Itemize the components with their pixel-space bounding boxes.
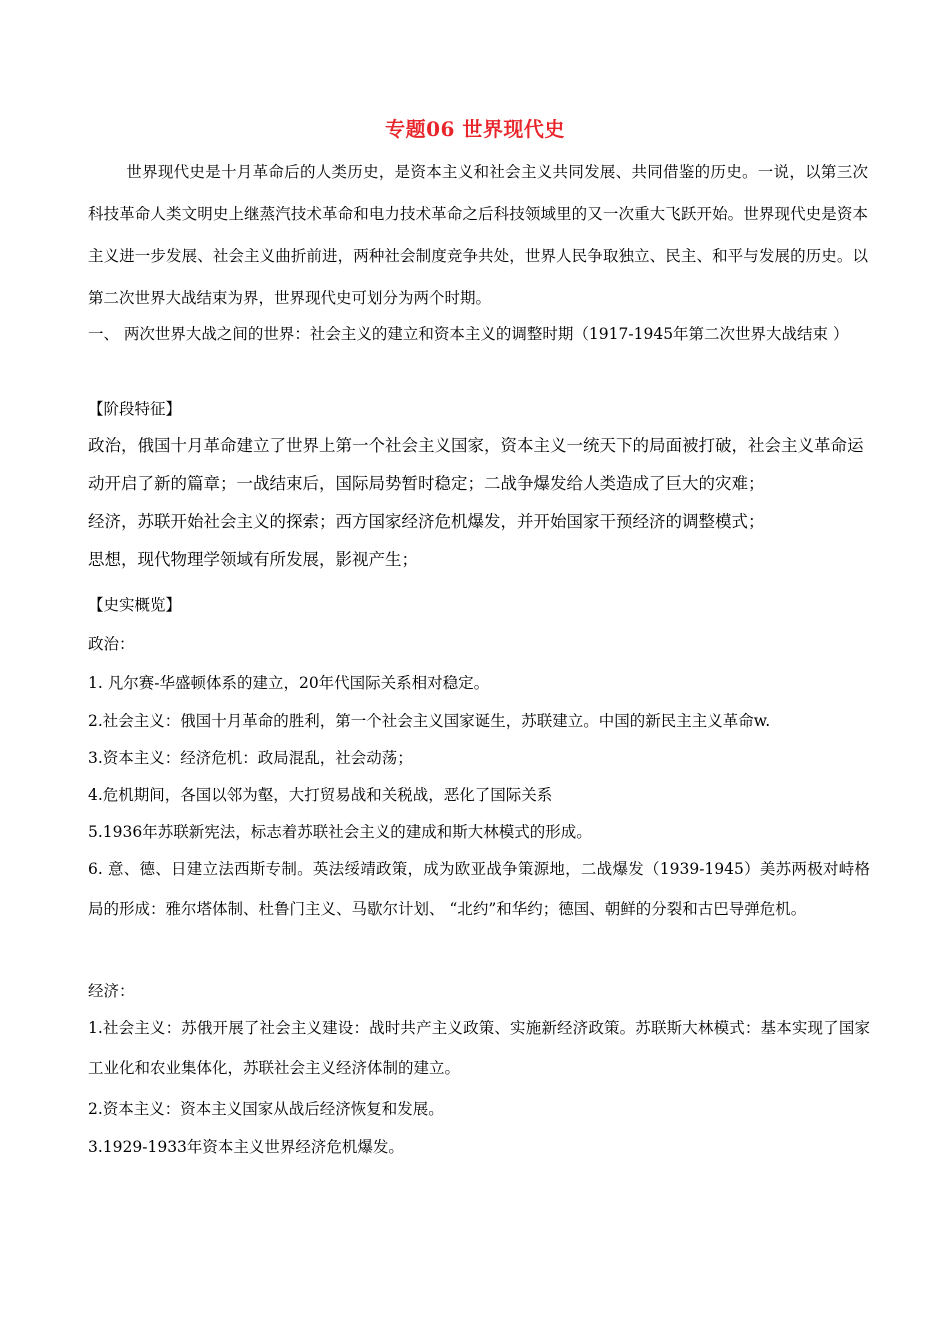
stage-feature-economy: 经济，苏联开始社会主义的探索；西方国家经济危机爆发，并开始国家干预经济的调整模式； (88, 512, 765, 531)
politics-item: 3.资本主义：经济危机：政局混乱，社会动荡； (88, 749, 413, 767)
politics-item: 6. 意、德、日建立法西斯专制。英法绥靖政策，成为欧亚战争策源地，二战爆发（1939-1945）美苏两极对峙格局的形成：雅尔塔体制、杜鲁门主义、马歇尔计划、 “北约”和华约；德国、朝鲜的分裂和古巴导弹危机。 (88, 860, 870, 918)
overview-list (88, 0, 870, 1344)
stage-feature-politics: 政治，俄国十月革命建立了世界上第一个社会主义国家，资本主义一统天下的局面被打破，社会主义革命运动开启了新的篇章；一战结束后，国际局势暂时稳定；二战争爆发给人类造成了巨大的灾难； (88, 436, 864, 493)
stage-feature-thought: 思想，现代物理学领域有所发展，影视产生； (88, 550, 418, 569)
stage-label: 【阶段特征】 (88, 400, 182, 418)
economy-item: 1.社会主义：苏俄开展了社会主义建设：战时共产主义政策、实施新经济政策。苏联斯大林模式：基本实现了国家工业化和农业集体化，苏联社会主义经济体制的建立。 (88, 1019, 870, 1077)
economy-item: 2.资本主义：资本主义国家从战后经济恢复和发展。 (88, 1100, 444, 1118)
intro-text: 世界现代史是十月革命后的人类历史，是资本主义和社会主义共同发展、共同借鉴的历史。一说，以第三次科技革命人类文明史上继蒸汽技术革命和电力技术革命之后科技领域里的又一次重大飞跃开始。世界现代史是资本主义进一步发展、社会主义曲折前进，两种社会制度竞争共处，世界人民争取独立、民主、和平与发展的历史。以第二次世界大战结束为界，世界现代史可划分为两个时期。 (88, 163, 868, 307)
politics-label: 政治： (88, 635, 135, 653)
politics-item: 4.危机期间，各国以邻为壑，大打贸易战和关税战，恶化了国际关系 (88, 786, 553, 804)
overview-label: 【史实概览】 (88, 596, 182, 614)
section-heading: 一、 两次世界大战之间的世界：社会主义的建立和资本主义的调整时期（1917-1945年第二次世界大战结束 ） (88, 325, 849, 343)
economy-item: 3.1929-1933年资本主义世界经济危机爆发。 (88, 1138, 404, 1156)
economy-label: 经济： (88, 982, 135, 1000)
document-title: 专题06 世界现代史 (385, 117, 565, 141)
politics-item: 1. 凡尔赛-华盛顿体系的建立，20年代国际关系相对稳定。 (88, 674, 490, 692)
politics-item: 2.社会主义：俄国十月革命的胜利，第一个社会主义国家诞生，苏联建立。中国的新民主主义革命w. (88, 712, 771, 730)
politics-item: 5.1936年苏联新宪法，标志着苏联社会主义的建成和斯大林模式的形成。 (88, 823, 592, 841)
